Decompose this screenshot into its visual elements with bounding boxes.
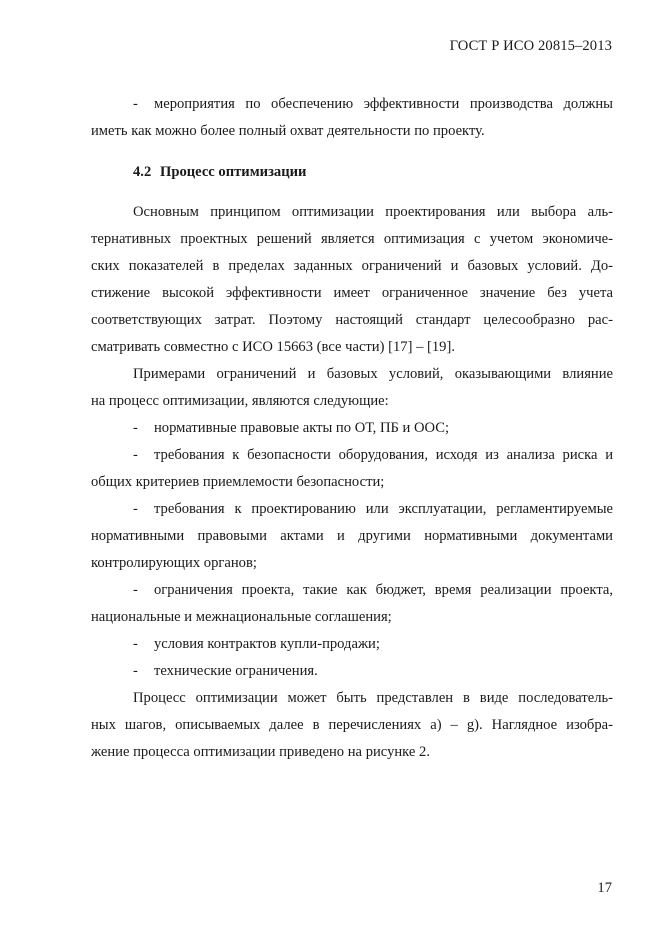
bullet-item-2-cont: общих критериев приемлемости безопасности; — [91, 474, 385, 490]
section-title: Процесс оптимизации — [160, 164, 307, 180]
bullet-item-1 — [133, 419, 613, 437]
bullet-item-3 — [133, 500, 613, 518]
para1-line-4: стижение высокой эффективности имеет ограниченное значение без учета — [91, 285, 613, 301]
bullet-item-4-cont: национальные и межнациональные соглашения; — [91, 609, 392, 625]
document-standard-header: ГОСТ Р ИСО 20815–2013 — [449, 38, 612, 54]
bullet-text: требования к проектированию или эксплуатации, регламентируемые — [154, 501, 613, 517]
bullet-dash: - — [133, 636, 138, 652]
bullet-item-3-cont-2: контролирующих органов; — [91, 555, 257, 571]
para1-line-3: ских показателей в пределах заданных ограничений и базовых условий. До- — [91, 258, 613, 274]
bullet-dash: - — [133, 663, 138, 679]
intro-bullet-text-1: мероприятия по обеспечению эффективности производства должны — [154, 96, 613, 112]
para1-line-2: тернативных проектных решений является оптимизация с учетом экономиче- — [91, 231, 613, 247]
para3-line-1: Процесс оптимизации может быть представлен в виде последователь- — [133, 690, 613, 706]
bullet-text: ограничения проекта, такие как бюджет, время реализации проекта, — [154, 582, 613, 598]
bullet-dash: - — [133, 501, 138, 517]
bullet-item-4 — [133, 581, 613, 599]
bullet-dash: - — [133, 447, 138, 463]
bullet-text: условия контрактов купли-продажи; — [154, 636, 380, 652]
section-heading — [133, 163, 655, 181]
para2-line-2: на процесс оптимизации, являются следующие: — [91, 393, 389, 409]
para3-line-2: ных шагов, описываемых далее в перечислениях а) – g). Наглядное изобра- — [91, 717, 613, 733]
bullet-dash: - — [133, 96, 138, 112]
section-number: 4.2 — [133, 164, 152, 180]
page-number: 17 — [597, 880, 612, 896]
para2-line-1: Примерами ограничений и базовых условий, оказывающими влияние — [133, 366, 613, 382]
intro-bullet-line-2: иметь как можно более полный охват деятельности по проекту. — [91, 123, 485, 139]
bullet-item-3-cont-1: нормативными правовыми актами и другими нормативными документами — [91, 528, 613, 544]
intro-bullet-line-1 — [133, 95, 613, 113]
para1-line-6: сматривать совместно с ИСО 15663 (все части) [17] – [19]. — [91, 339, 455, 355]
bullet-item-6 — [133, 662, 613, 680]
bullet-dash: - — [133, 582, 138, 598]
para3-line-3: жение процесса оптимизации приведено на рисунке 2. — [91, 744, 430, 760]
bullet-text: требования к безопасности оборудования, исходя из анализа риска и — [154, 447, 613, 463]
bullet-text: нормативные правовые акты по ОТ, ПБ и ООС; — [154, 420, 450, 436]
para1-line-1: Основным принципом оптимизации проектирования или выбора аль- — [133, 204, 613, 220]
bullet-item-5 — [133, 635, 613, 653]
bullet-text: технические ограничения. — [154, 663, 318, 679]
bullet-item-2 — [133, 446, 613, 464]
bullet-dash: - — [133, 420, 138, 436]
para1-line-5: соответствующих затрат. Поэтому настоящий стандарт целесообразно рас- — [91, 312, 613, 328]
